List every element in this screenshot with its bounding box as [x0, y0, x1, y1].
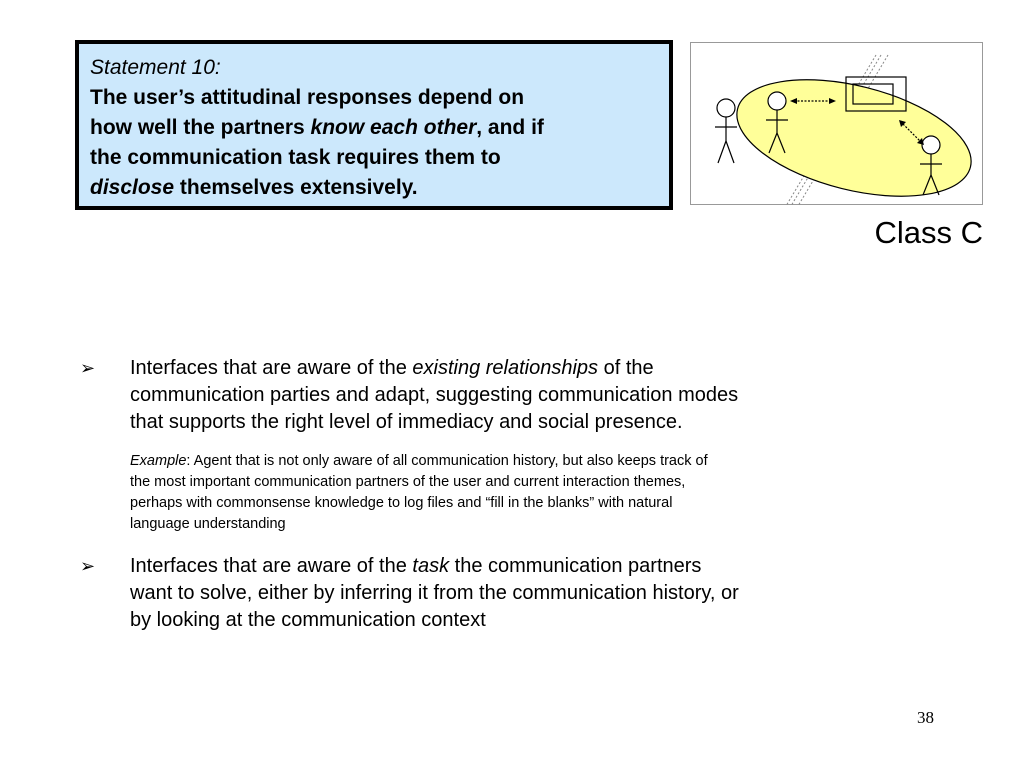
- bullet-line-3: by looking at the communication context: [130, 609, 486, 631]
- bullet-text: [130, 355, 830, 436]
- diagram-caption: Class C: [874, 215, 983, 250]
- emphasis-task: task: [412, 555, 450, 577]
- example-line-1: Example: Agent that is not only aware of all communication history, but also keeps track of: [130, 453, 708, 469]
- person-icon: [715, 99, 737, 163]
- bullet-arrow-icon: ➢: [80, 358, 96, 379]
- relationship-ellipse: [725, 59, 983, 206]
- example-note: [130, 451, 820, 535]
- bullet-arrow-icon: ➢: [80, 556, 96, 577]
- bullet-line-1: Interfaces that are aware of the task the communication partners: [130, 555, 702, 577]
- statement-text: [90, 83, 657, 203]
- statement-box: [75, 40, 673, 210]
- example-label: Example: [130, 453, 187, 469]
- example-line-2: the most important communication partners of the user and current interaction themes,: [130, 474, 686, 490]
- bullet-text: [130, 553, 830, 634]
- statement-line-4: disclose themselves extensively.: [90, 176, 418, 199]
- emphasis-existing-relationships: existing relationships: [412, 357, 599, 379]
- statement-line-3: the communication task requires them to: [90, 146, 501, 169]
- example-line-4: language understanding: [130, 516, 286, 532]
- statement-line-2: how well the partners know each other, and if: [90, 116, 544, 139]
- statement-emphasis-disclose: disclose: [90, 176, 175, 199]
- example-line-3: perhaps with commonsense knowledge to log files and “fill in the blanks” with natural: [130, 495, 673, 511]
- bullet-line-1: Interfaces that are aware of the existing relationships of the: [130, 357, 654, 379]
- statement-emphasis-know-each-other: know each other: [310, 116, 477, 139]
- bullet-line-2: want to solve, either by inferring it from the communication history, or: [130, 582, 739, 604]
- statement-heading: Statement 10:: [90, 56, 221, 79]
- statement-line-1: The user’s attitudinal responses depend on: [90, 86, 525, 109]
- class-c-diagram: [690, 42, 983, 205]
- page-number: 38: [917, 708, 934, 727]
- bullet-line-3: that supports the right level of immediacy and social presence.: [130, 411, 683, 433]
- bullet-line-2: communication parties and adapt, suggesting communication modes: [130, 384, 739, 406]
- diagram-svg: [691, 43, 984, 206]
